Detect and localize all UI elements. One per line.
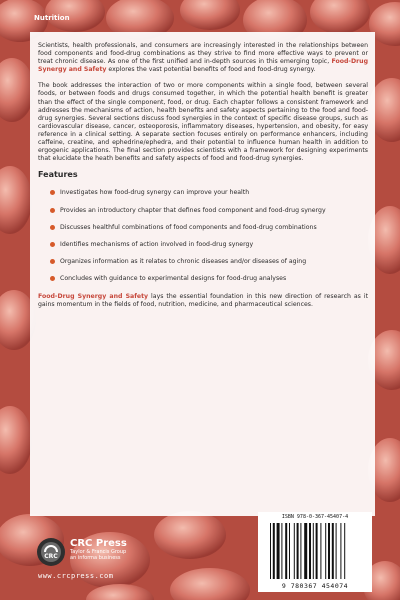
barcode-bar bbox=[304, 523, 307, 579]
feature-item: Identifies mechanisms of action involved in food-drug synergy bbox=[38, 241, 368, 249]
category-label: Nutrition bbox=[34, 14, 70, 22]
bullet-icon bbox=[50, 242, 55, 247]
barcode-bar bbox=[289, 523, 290, 579]
barcode-bar bbox=[285, 523, 287, 579]
feature-item: Discusses healthful combinations of food components and food-drug combinations bbox=[38, 224, 368, 232]
feature-item: Concludes with guidance to experimental designs for food-drug analyses bbox=[38, 275, 368, 283]
bullet-icon bbox=[50, 208, 55, 213]
book-title-highlight-2: Food-Drug Synergy and Safety bbox=[38, 292, 149, 300]
top-band bbox=[0, 0, 400, 32]
crc-press-logo-icon bbox=[36, 537, 66, 567]
bullet-icon bbox=[50, 190, 55, 195]
barcode-bar bbox=[270, 523, 271, 579]
barcode-bar bbox=[294, 523, 295, 579]
back-cover-text bbox=[38, 42, 368, 317]
intro-paragraph bbox=[38, 42, 368, 74]
barcode-bar bbox=[320, 523, 321, 579]
barcode-bar bbox=[277, 523, 280, 579]
svg-text:CRC: CRC bbox=[44, 553, 58, 560]
barcode-bar bbox=[297, 523, 299, 579]
bullet-icon bbox=[50, 259, 55, 264]
features-heading: Features bbox=[38, 170, 78, 180]
barcode-digits: 9 780367 454074 bbox=[281, 582, 349, 590]
body-paragraph: The book addresses the interaction of two or more components within a single food, between several foods, or between foods and drugs consumed together, in which the potential health benefit is greater than the effect of the single component, food, or drug. Each chapter follows a consistent framework and addresses the mechanisms of action, health benefits and safety aspects pertaining to the food and food-drug synergies. Several sections discuss food synergies in the context of specific disease groups, such as cardiovascular disease, cancer, osteoporosis, inflammatory diseases, hypertension, and obesity, for easy reference in a clinical setting. A separate section focuses entirely on performance enhancers, including caffeine, creatine, and ephedrine/ephedra, and their potential to influence human health in addition to ergogenic applications. The final section provides scientists with a framework for designing experiments that elucidate the heath benefits and safety aspects of food and food-drug synergies. bbox=[38, 82, 368, 163]
feature-item: Organizes information as it relates to chronic diseases and/or diseases of aging bbox=[38, 258, 368, 266]
publisher-tagline: an informa business bbox=[70, 555, 121, 561]
publisher-website[interactable]: www.crcpress.com bbox=[38, 572, 114, 580]
barcode-icon bbox=[258, 512, 372, 592]
features-list bbox=[38, 189, 368, 283]
intro-text-end: explores the vast potential benefits of food and food-drug synergy. bbox=[106, 66, 316, 74]
barcode-bar bbox=[325, 523, 326, 579]
publisher-name: CRC Press bbox=[70, 538, 127, 549]
barcode-bar bbox=[336, 523, 337, 579]
bullet-icon bbox=[50, 225, 55, 230]
closing-paragraph bbox=[38, 293, 368, 309]
intro-text: Scientists, health professionals, and consumers are increasingly interested in the relationships between food components and food-drug combinations as they strive to find more effective ways to prevent or treat chronic disease. As one of the first unified and in-depth sources in this emerging topic, bbox=[38, 42, 368, 66]
book-title-highlight: Food-Drug Synergy and Safety bbox=[38, 58, 368, 74]
isbn-number: ISBN 978-0-367-45407-4 bbox=[281, 514, 349, 520]
publisher-group: Taylor & Francis Group bbox=[70, 549, 127, 555]
barcode-bar bbox=[300, 523, 301, 579]
barcode-bar bbox=[309, 523, 311, 579]
closing-text: lays the essential foundation in this new direction of research as it gains momentum in the fields of food, nutrition, medicine, and pharmaceutical sciences. bbox=[38, 292, 368, 309]
feature-item: Investigates how food-drug synergy can improve your health bbox=[38, 189, 368, 197]
barcode-bar bbox=[340, 523, 341, 579]
barcode-bar bbox=[344, 523, 345, 579]
barcode-bar bbox=[273, 523, 275, 579]
isbn-barcode bbox=[258, 512, 372, 592]
publisher-block bbox=[70, 538, 127, 561]
barcode-bar bbox=[332, 523, 334, 579]
barcode-bar bbox=[316, 523, 318, 579]
barcode-bar bbox=[313, 523, 314, 579]
bullet-icon bbox=[50, 276, 55, 281]
barcode-bar bbox=[328, 523, 330, 579]
feature-item: Provides an introductory chapter that defines food component and food-drug synergy bbox=[38, 207, 368, 215]
barcode-bar bbox=[281, 523, 282, 579]
